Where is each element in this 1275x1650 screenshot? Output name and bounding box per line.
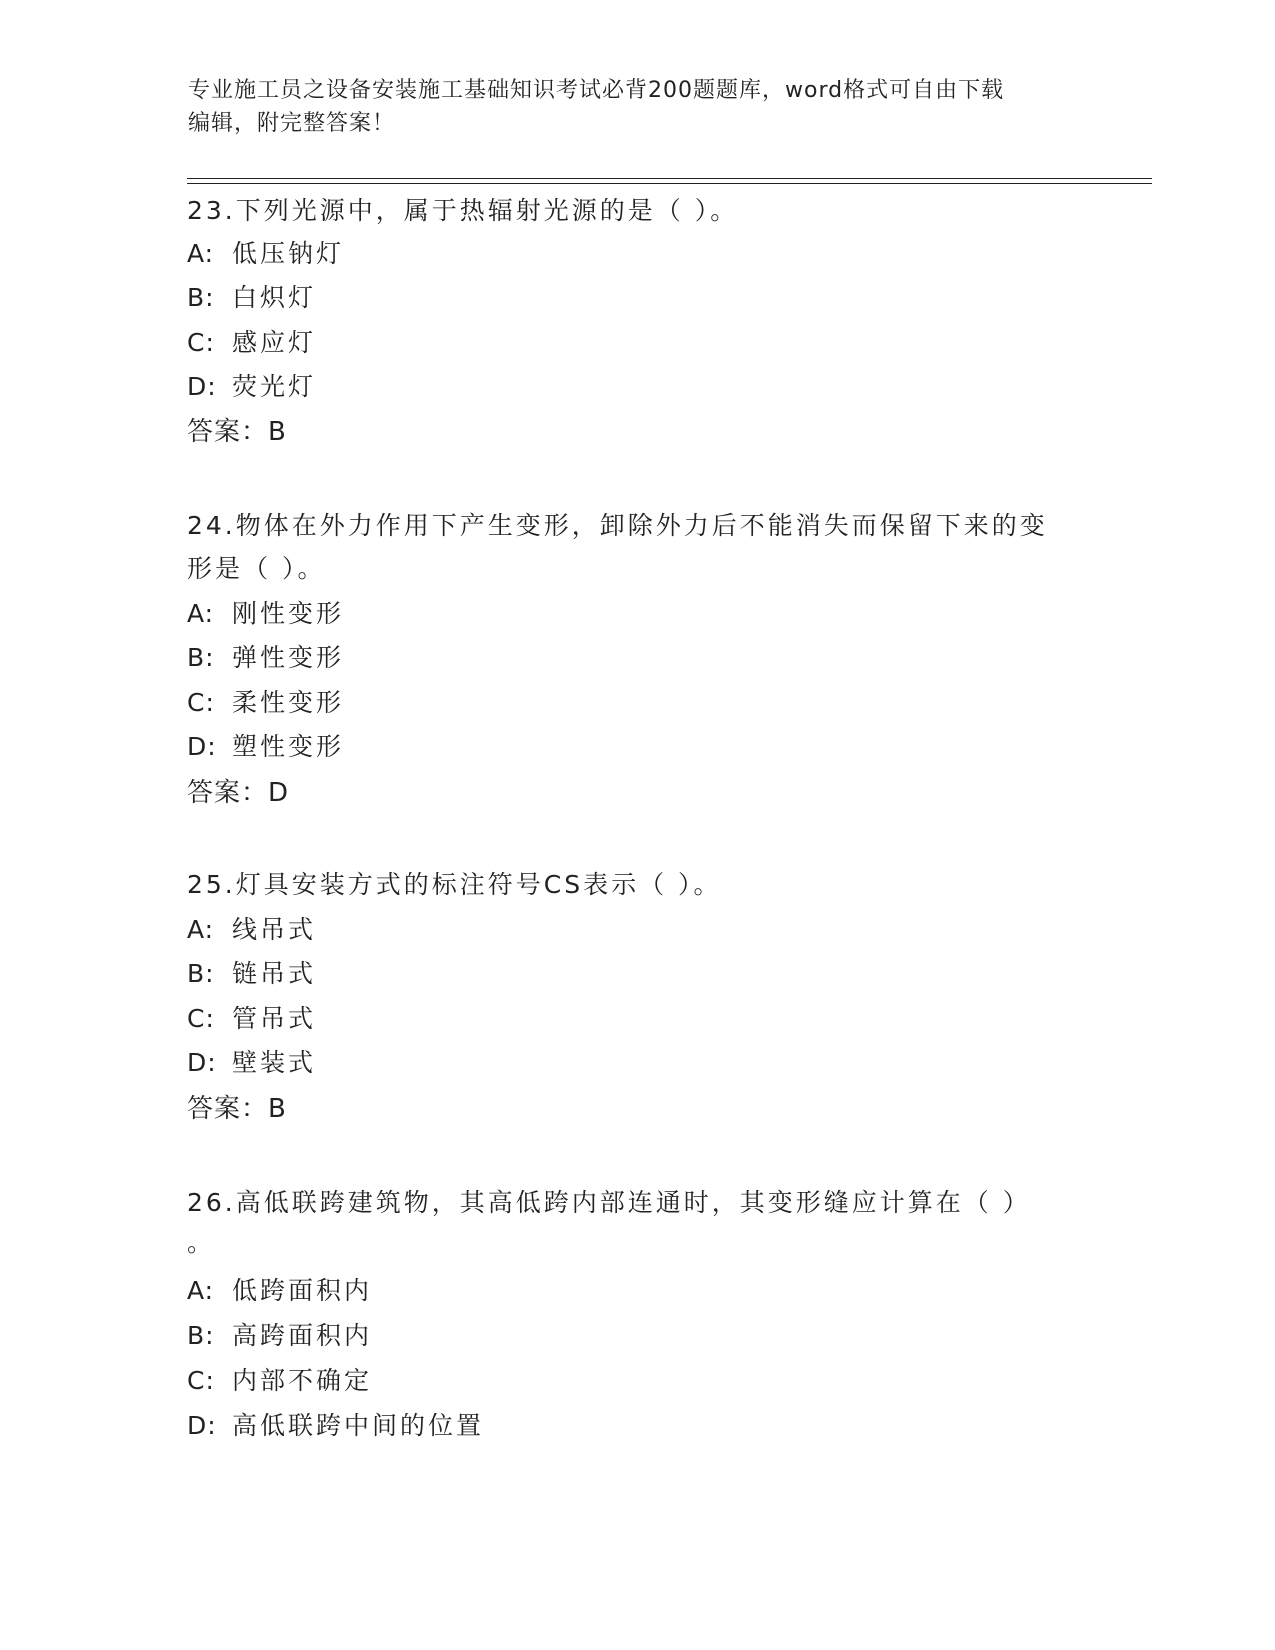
question-stem-continued: 形是（ ）。	[187, 554, 326, 583]
option-text: 弹性变形	[232, 643, 345, 672]
option-letter: D:	[187, 372, 217, 401]
answer-line: 答案：B	[187, 417, 287, 447]
option-text: 低跨面积内	[232, 1276, 373, 1305]
option-text: 线吊式	[232, 915, 317, 944]
option-letter: D:	[187, 732, 217, 761]
option-text: 感应灯	[232, 328, 317, 357]
option-letter: A:	[187, 239, 215, 268]
question-stem: 26.高低联跨建筑物，其高低跨内部连通时，其变形缝应计算在（ ）	[187, 1188, 1031, 1217]
option-a	[187, 914, 316, 946]
option-text: 柔性变形	[232, 688, 345, 717]
option-d	[187, 1410, 484, 1442]
option-letter: D:	[187, 1048, 217, 1077]
option-c	[187, 687, 344, 719]
option-letter: B:	[187, 959, 215, 988]
option-b	[187, 958, 316, 990]
answer-line: 答案：B	[187, 1094, 287, 1124]
option-text: 高跨面积内	[232, 1321, 373, 1350]
option-text: 管吊式	[232, 1004, 317, 1033]
option-letter: C:	[187, 328, 215, 357]
option-letter: C:	[187, 1366, 215, 1395]
question-stem: 23.下列光源中，属于热辐射光源的是（ ）。	[187, 196, 739, 225]
header-rule-bottom	[187, 183, 1152, 184]
option-letter: A:	[187, 1276, 215, 1305]
question-stem: 24.物体在外力作用下产生变形，卸除外力后不能消失而保留下来的变	[187, 511, 1048, 540]
option-text: 刚性变形	[232, 599, 345, 628]
option-letter: D:	[187, 1411, 217, 1440]
option-text: 塑性变形	[232, 732, 345, 761]
option-b	[187, 1320, 372, 1352]
option-a	[187, 1275, 372, 1307]
option-text: 白炽灯	[232, 283, 317, 312]
option-c	[187, 1003, 316, 1035]
option-text: 链吊式	[232, 959, 317, 988]
option-text: 低压钠灯	[232, 239, 345, 268]
option-b	[187, 282, 316, 314]
option-letter: B:	[187, 1321, 215, 1350]
document-header	[188, 74, 1088, 140]
answer-line: 答案：D	[187, 778, 290, 808]
option-letter: C:	[187, 688, 215, 717]
option-b	[187, 642, 344, 674]
header-rule-top	[187, 178, 1152, 179]
option-d	[187, 1047, 316, 1079]
question-stem-continued: 。	[187, 1228, 216, 1257]
option-text: 内部不确定	[232, 1366, 373, 1395]
header-line-1: 专业施工员之设备安装施工基础知识考试必背200题题库，word格式可自由下载	[188, 78, 1005, 103]
header-line-2: 编辑，附完整答案！	[188, 111, 396, 136]
option-text: 壁装式	[232, 1048, 317, 1077]
option-letter: B:	[187, 283, 215, 312]
option-d	[187, 371, 316, 403]
option-c	[187, 327, 316, 359]
option-text: 荧光灯	[232, 372, 317, 401]
option-letter: A:	[187, 915, 215, 944]
option-c	[187, 1365, 372, 1397]
option-letter: A:	[187, 599, 215, 628]
option-d	[187, 731, 344, 763]
question-stem: 25.灯具安装方式的标注符号CS表示（ ）。	[187, 870, 722, 899]
option-letter: B:	[187, 643, 215, 672]
option-text: 高低联跨中间的位置	[232, 1411, 485, 1440]
option-letter: C:	[187, 1004, 215, 1033]
option-a	[187, 238, 344, 270]
option-a	[187, 598, 344, 630]
